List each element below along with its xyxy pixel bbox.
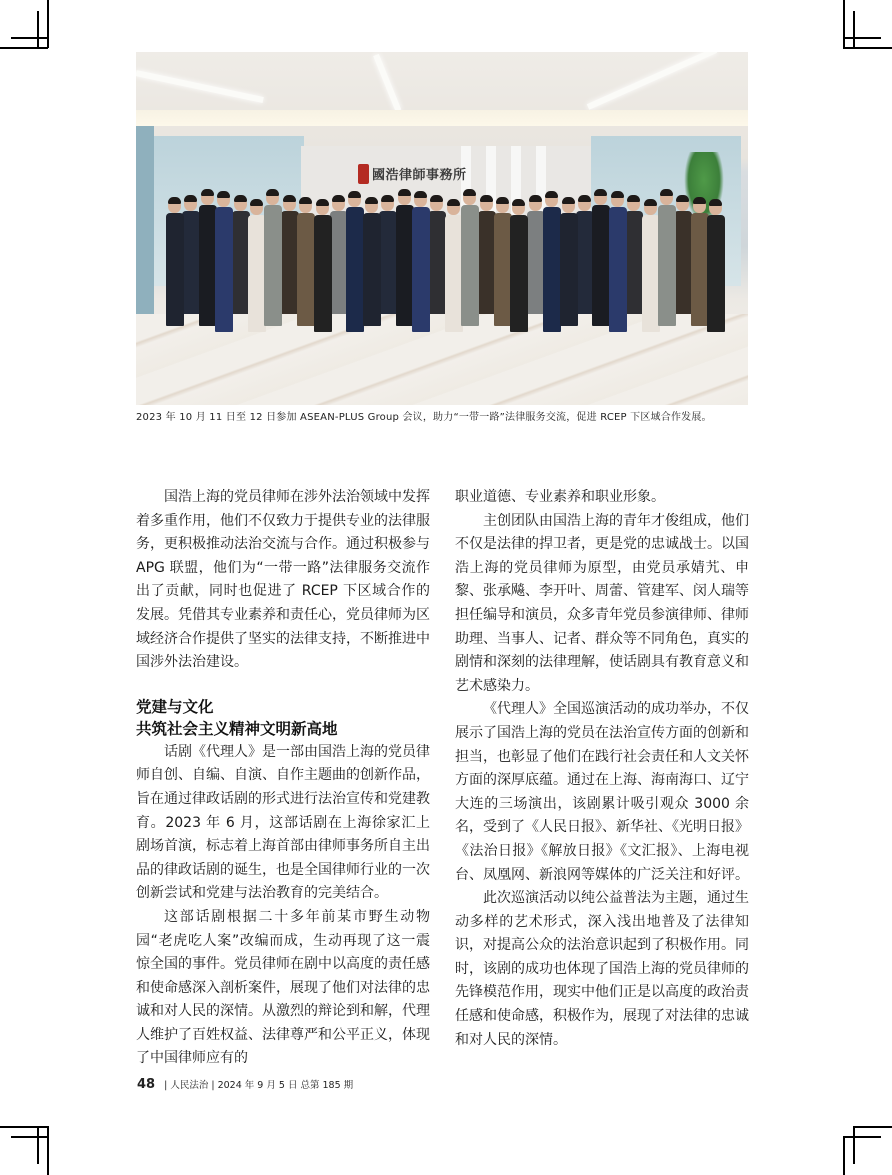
person (330, 196, 348, 314)
person (510, 200, 528, 332)
crop-mark-top-left (11, 37, 49, 39)
person (396, 190, 414, 326)
person (232, 196, 250, 314)
crop-mark-bottom-left (0, 1126, 48, 1128)
person (166, 198, 184, 326)
paragraph: 话剧《代理人》是一部由国浩上海的党员律师自创、自编、自演、自作主题曲的创新作品，旨在通过律政话剧的形式进行法治宣传和党建教育。2023 年 6 月，这部话剧在上海徐家汇上剧场首演，标志着上海首部由律师事务所自主出品的律政话剧的诞生，也是全国律师行业的一次创新尝试和党建与法治教育的完美结合。 (136, 743, 430, 902)
paragraph: 国浩上海的党员律师在涉外法治领域中发挥着多重作用，他们不仅致力于提供专业的法律服务，更积极推动法治交流与合作。通过积极参与 APG 联盟，他们为“一带一路”法律服务交流作出了贡献，同时也促进了 RCEP 下区域合作的发展。凭借其专业素养和责任心，党员律师为区域经济合作提供了坚实的法律支持，不断推进中国涉外法治建设。 (136, 489, 430, 671)
person (494, 198, 512, 326)
left-column (136, 486, 430, 1071)
crop-mark-top-right (853, 11, 855, 49)
person (363, 198, 381, 326)
page-number: 48 (137, 1077, 156, 1092)
person (281, 196, 299, 314)
crop-mark-top-left (37, 11, 39, 49)
person (346, 192, 364, 332)
crop-mark-bottom-left (37, 1126, 39, 1164)
paragraph: 《代理人》全国巡演活动的成功举办，不仅展示了国浩上海的党员在法治宣传方面的创新和担当，也彰显了他们在践行社会责任和人文关怀方面的深厚底蕴。通过在上海、海南海口、辽宁大连的三场演出，该剧累计吸引观众 3000 余名，受到了《人民日报》、新华社、《光明日报》《法治日报》《解放日报》《文汇报》、上海电视台、凤凰网、新浪网等媒体的广泛关注和好评。 (455, 701, 749, 883)
person (445, 200, 463, 332)
person (478, 196, 496, 314)
person (592, 190, 610, 326)
ceiling-cornice (136, 110, 748, 126)
crop-mark-top-left (0, 47, 48, 49)
person (576, 196, 594, 314)
ceiling-light (136, 70, 264, 103)
group-of-people (162, 182, 722, 332)
paragraph: 主创团队由国浩上海的青年才俊组成，他们不仅是法律的捍卫者，更是党的忠诚战士。以国浩上海的党员律师为原型，由党员承婧艽、申黎、张承飚、李开叶、周蕾、管建军、闵人瑞等担任编导和演员，众多青年党员参演律师、律师助理、当事人、记者、群众等不同角色，真实的剧情和深刻的法律理解，使话剧具有教育意义和艺术感染力。 (455, 512, 749, 694)
crop-mark-top-left (47, 0, 49, 48)
crop-mark-bottom-right (853, 1126, 892, 1128)
person (527, 196, 545, 314)
person (658, 190, 676, 326)
person (625, 196, 643, 314)
person (707, 200, 725, 332)
crop-mark-bottom-left (11, 1136, 49, 1138)
person (609, 192, 627, 332)
page-footer (137, 1077, 353, 1092)
ceiling-light (587, 52, 717, 110)
crop-mark-bottom-right (843, 1136, 881, 1138)
crop-mark-bottom-right (843, 1136, 845, 1175)
person (199, 190, 217, 326)
person (560, 198, 578, 326)
firm-seal-logo (358, 164, 369, 184)
crop-mark-top-right (843, 37, 881, 39)
paragraph: 这部话剧根据二十多年前某市野生动物园“老虎吃人案”改编而成，生动再现了这一震惊全国的事件。党员律师在剧中以高度的责任感和使命感深入剖析案件，展现了他们对法律的忠诚和对人民的深情。从激烈的辩论到和解，代理人维护了百姓权益、法律尊严和公平正义，体现了中国律师应有的 (136, 908, 430, 1067)
person (461, 190, 479, 326)
paragraph: 职业道德、专业素养和职业形象。 (455, 489, 665, 505)
person (379, 196, 397, 314)
person (182, 196, 200, 314)
crop-mark-top-right (843, 47, 892, 49)
person (674, 196, 692, 314)
paragraph: 此次巡演活动以纯公益普法为主题，通过生动多样的艺术形式，深入浅出地普及了法律知识，对提高公众的法治意识起到了积极作用。同时，该剧的成功也体现了国浩上海的党员律师的先锋模范作用，现实中他们正是以高度的政治责任感和使命感，积极作为，展现了对法律的忠诚和对人民的深情。 (455, 890, 749, 1048)
person (297, 198, 315, 326)
group-photo (136, 52, 748, 405)
right-column (455, 486, 749, 1052)
person (264, 190, 282, 326)
person (248, 200, 266, 332)
ceiling-light (373, 54, 401, 112)
section-subheading: 共筑社会主义精神文明新高地 (136, 719, 338, 738)
person (543, 192, 561, 332)
person (215, 192, 233, 332)
person (314, 200, 332, 332)
firm-sign: 國浩律師事務所 (372, 168, 467, 183)
crop-mark-top-right (843, 0, 845, 48)
publication-info: | 人民法治 | 2024 年 9 月 5 日 总第 185 期 (164, 1080, 354, 1091)
section-heading: 党建与文化 (136, 697, 214, 716)
person (428, 196, 446, 314)
crop-mark-bottom-right (853, 1126, 855, 1164)
crop-mark-bottom-left (47, 1126, 49, 1175)
person (412, 192, 430, 332)
photo-caption: 2023 年 10 月 11 日至 12 日参加 ASEAN-PLUS Group 会议，助力“一带一路”法律服务交流，促进 RCEP 下区域合作发展。 (136, 412, 712, 423)
person (642, 200, 660, 332)
glass-wall (136, 126, 154, 326)
person (691, 198, 709, 326)
